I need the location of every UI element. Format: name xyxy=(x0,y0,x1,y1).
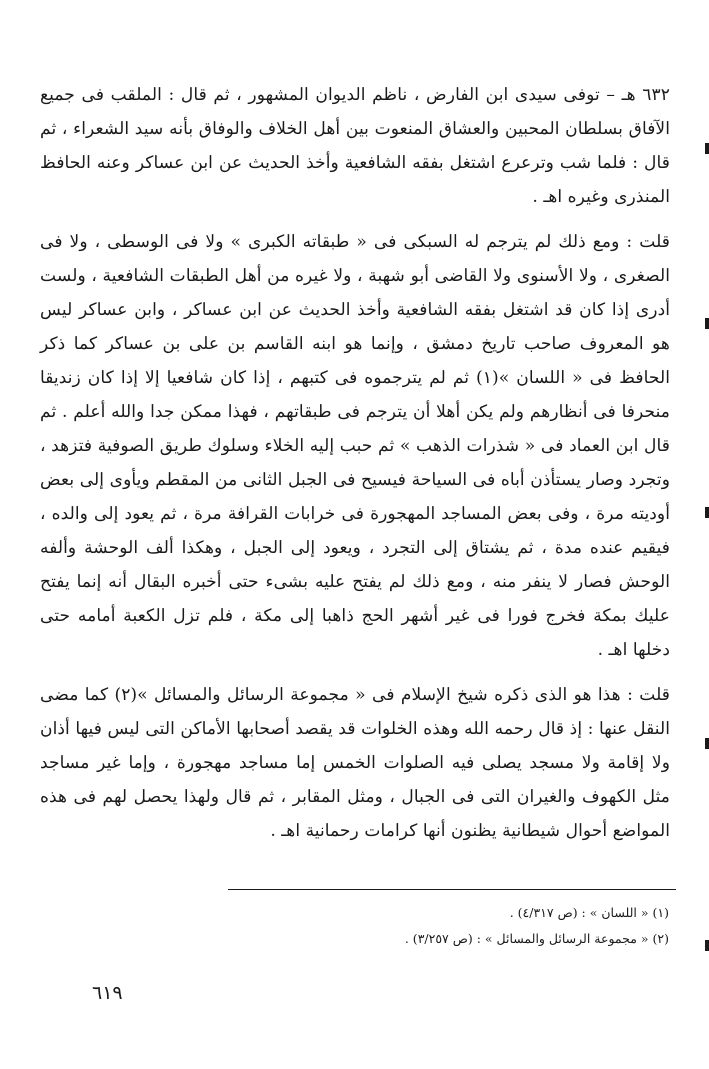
footnote-1: (١) « اللسان » : (ص ٤/٣١٧) . xyxy=(509,905,669,920)
paragraph-1: ٦٣٢ هـ – توفى سيدى ابن الفارض ، ناظم الديوان المشهور ، ثم قال : الملقب فى جميع الآفاق بسلطان المحبين والعشاق المنعوت بين أهل الخلاف والوفاق بأنه سيد الشعراء ، ثم قال : فلما شب وترعرع اشتغل بفقه الشافعية وأخذ الحديث عن ابن عساكر وعنه الحافظ المنذرى وغيره اهـ . xyxy=(40,85,670,207)
margin-mark xyxy=(705,738,709,749)
margin-mark xyxy=(705,507,709,518)
footnote-2: (٢) « مجموعة الرسائل والمسائل » : (ص ٣/٢٥٧) . xyxy=(404,931,669,946)
margin-mark xyxy=(705,940,709,951)
margin-mark xyxy=(705,318,709,329)
paragraph-3: قلت : هذا هو الذى ذكره شيخ الإسلام فى « مجموعة الرسائل والمسائل »(٢) كما مضى النقل عنها : إذ قال رحمه الله وهذه الخلوات قد يقصد أصحابها الأماكن التى ليس فيها أذان ولا إقامة ولا مسجد يصلى فيه الصلوات الخمس إما مساجد مهجورة ، وإما غير مساجد مثل الكهوف والغيران التى فى الجبال ، ومثل المقابر ، ثم قال ولهذا يحصل لهم فى هذه المواضع أحوال شيطانية يظنون أنها كرامات رحمانية اهـ . xyxy=(40,685,670,841)
page-number: ٦١٩ xyxy=(92,982,123,1004)
page-body xyxy=(40,78,670,848)
paragraph-2: قلت : ومع ذلك لم يترجم له السبكى فى « طبقاته الكبرى » ولا فى الوسطى ، ولا فى الصغرى ، ولا الأسنوى ولا القاضى أبو شهبة ، ولا غيره من أهل الطبقات الشافعية ، ولست أدرى إذا كان قد اشتغل بفقه الشافعية وأخذ الحديث عن ابن عساكر ، وابن عساكر ليس هو المعروف صاحب تاريخ دمشق ، وإنما هو ابنه القاسم بن على بن عساكر كما ذكر الحافظ فى « اللسان »(١) ثم لم يترجموه فى كتبهم ، إذا كان شافعيا إلا إذا كان زنديقا منحرفا فى أنظارهم ولم يكن أهلا أن يترجم فى طبقاتهم ، فهذا ممكن جدا والله أعلم . ثم قال ابن العماد فى « شذرات الذهب » ثم حبب إليه الخلاء وسلوك طريق الصوفية فتزهد ، وتجرد وصار يستأذن أباه فى السياحة فيسيح فى الجبل الثانى من المقطم ويأوى إلى بعض أوديته مرة ، وفى بعض المساجد المهجورة فى خرابات القرافة مرة ، ثم يعود إلى والده ، فيقيم عنده مدة ، ثم يشتاق إلى التجرد ، ويعود إلى الجبل ، وهكذا ألف الوحشة وألفه الوحش فصار لا ينفر منه ، ومع ذلك لم يفتح عليه بشىء حتى أخبره البقال أنه إنما يفتح عليك بمكة فخرج فورا فى غير أشهر الحج ذاهبا إلى مكة ، فلم تزل الكعبة أمامه حتى دخلها اهـ . xyxy=(40,232,670,660)
footnotes xyxy=(39,900,669,952)
footnote-divider xyxy=(228,889,676,890)
margin-mark xyxy=(705,143,709,154)
